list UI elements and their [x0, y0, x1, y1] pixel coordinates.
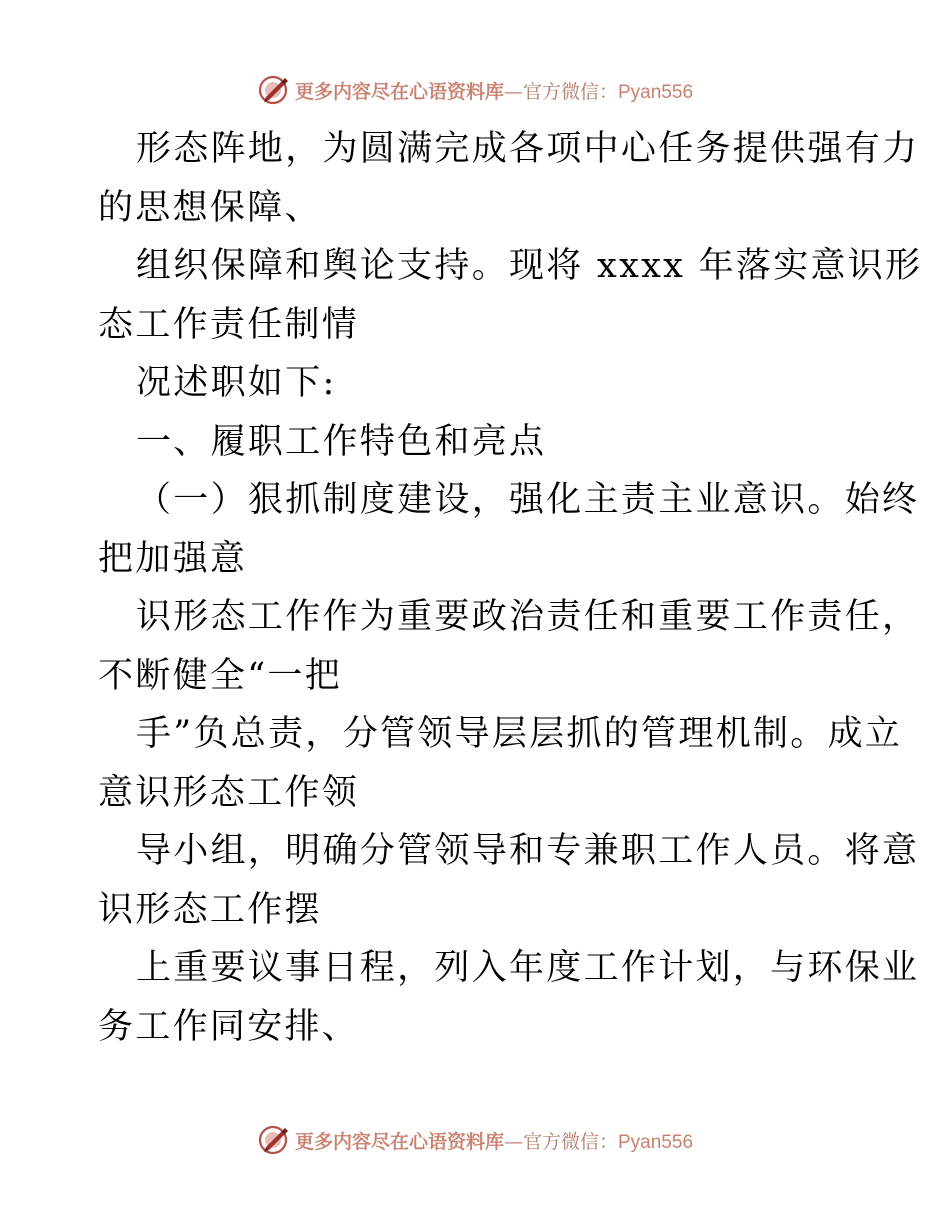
- text-line: 况述职如下:: [136, 363, 337, 403]
- watermark-brand: 更多内容尽在心语资料库: [294, 1130, 504, 1153]
- text-line: 意识形态工作领: [98, 772, 360, 813]
- text-line: 组织保障和舆论支持。现将 xxxx 年落实意识形: [136, 246, 923, 286]
- watermark-text: [295, 77, 693, 104]
- watermark-wechat-label: 官方微信：: [522, 1130, 618, 1153]
- text-line: 识形态工作作为重要政治责任和重要工作责任，: [136, 597, 920, 637]
- watermark-dash: —: [503, 1130, 523, 1153]
- text-line: 务工作同安排、: [98, 1006, 360, 1047]
- text-line: 识形态工作摆: [98, 889, 322, 930]
- watermark-wechat-id: Pyan556: [618, 1131, 694, 1153]
- text-line: 把加强意: [98, 538, 248, 579]
- watermark-dash: —: [503, 80, 523, 103]
- watermark-text: [295, 1127, 693, 1154]
- watermark-wechat-id: Pyan556: [618, 81, 694, 103]
- text-line: 的思想保障、: [98, 187, 322, 228]
- text-line: 一、履职工作特色和亮点: [136, 421, 547, 462]
- pen-logo-icon: [257, 1123, 291, 1157]
- text-line: （一）狠抓制度建设，强化主责主业意识。始终: [136, 480, 920, 520]
- watermark-wechat-label: 官方微信：: [522, 80, 618, 103]
- document-body: [98, 120, 923, 1056]
- text-line: 形态阵地，为圆满完成各项中心任务提供强有力: [136, 129, 920, 169]
- watermark-brand: 更多内容尽在心语资料库: [294, 80, 504, 103]
- pen-logo-icon: [257, 73, 291, 107]
- text-line: 态工作责任制情: [98, 304, 360, 345]
- text-line: 导小组，明确分管领导和专兼职工作人员。将意: [136, 831, 920, 871]
- text-line: 上重要议事日程，列入年度工作计划，与环保业: [136, 948, 920, 988]
- text-line: 不断健全“一把: [98, 655, 342, 696]
- header-watermark: [0, 72, 950, 108]
- footer-watermark: [0, 1122, 950, 1158]
- text-line: 手”负总责，分管领导层层抓的管理机制。成立: [136, 714, 903, 754]
